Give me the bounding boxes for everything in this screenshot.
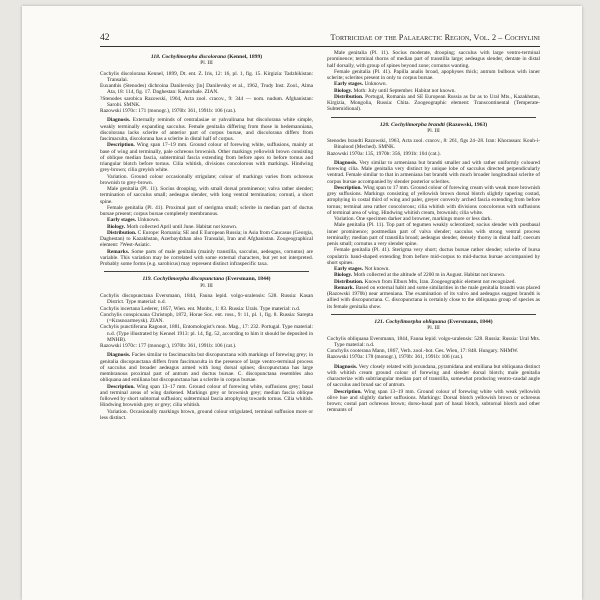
text-paragraph: [100, 409, 313, 422]
species-epithet: obliquana: [422, 318, 447, 325]
synonym-entry: Razowski 1970c: 177 (monogr.), 1970b: 361, 1991b: 106 (cat.).: [100, 343, 237, 350]
species-author: (Eversmann, 1844): [447, 318, 493, 325]
synonym-entry: Cochylis obliquana Eversmann, 1844, Fauna lepid. volgo-uralensis: 528. Russia: Russia: Ural Mts. Type material: n.d.: [327, 335, 540, 348]
text-paragraph: [327, 94, 540, 113]
species-genus: 121. Cochylimorpha: [374, 318, 422, 325]
synonym-entry: Razowski 1970a: 178 (monogr.), 1970b: 361, 1991b: 106 (cat.).: [327, 354, 464, 361]
synonym-entry: Cochylis discolorana Kennel, 1899, Dt. ent. Z. Iris, 12: 16, pl. 1, fig. 15. Kirgizia: Tadzhikistan: Transalai.: [100, 70, 313, 83]
paragraph-label: Distribution.: [334, 93, 364, 100]
paragraph-text: Female genitalia (Pl. 41). Papilla analis broad, apophyses thick; antrum bulbous with inner sclerite; sclerites present in only to corpus bursae.: [327, 68, 540, 81]
paragraph-label: Diagnosis.: [334, 159, 358, 166]
paragraph-text: Female genitalia (Pl. 41). Proximal part of sterigma small; sclerite in median part of ductus bursae present; corpus bursae completely membranous.: [100, 204, 313, 218]
text-paragraph: [327, 160, 540, 185]
synonym-entry: Euxanthis (Stenodes) dichroina Danilevsky [in] Danilevsky et al., 1962, Trudy Inst. Zool., Alma Ata, 18: 114, fig. 17. Daghestan: Kantorhale. ZIAN.: [100, 83, 313, 96]
paragraph-text: Very closely related with jucundana, pyramidana and emiliana but obliquana distinct with whitish cream ground colour of forewing and slender dorsal blotch; male genitalia characterize with subtriangular median part of transtilla, somewhat producing ventro-caudal angle of sacculus and broad sac of antrum.: [327, 363, 540, 389]
paragraph-text: Wing span 13–17 mm. Ground colour of forewing white, suffusions grey; basal and terminal areas of wing darkened. Markings grey or brownish grey; median fascia oblique followed by short subtornal suffusion; subterminal fascia atrophying towards tornus. Cilia whitish. Hindwing brownish grey or grey; cilia whitish.: [100, 383, 313, 409]
text-paragraph: [100, 249, 313, 268]
paragraph-text: Not known.: [364, 266, 390, 273]
paragraph-text: Male genitalia (Pl. 11). Socius drooping, with small dorsal prominence; valva rather slender; termination of sacculus small; aedeagus slender, with long ventral termination; cornuti, a short spine.: [100, 186, 313, 205]
page-number: 42: [100, 33, 110, 43]
paragraph-label: Description.: [107, 383, 135, 390]
paragraph-text: Male genitalia (Pl. 11). Socius moderate, drooping; sacculus with large ventro-terminal prominence; terminal thorns of median part of transtilla large; aedeagus slender, dentate in distal half dorsally, with group of spines beyond zone; cornutus wanting.: [327, 50, 540, 69]
text-paragraph: [327, 389, 540, 414]
paragraph-text: Externally reminds of centralasiae or yahvalinana but discolorana white simple, weakly terminally expanding sacculus. Female genitalia differing from those in hedemanniana, discolorana lacks sclerite of anterior part of corpus bursae, and discolorana differs from fascimaculta, discolorana has a sclerite in distal half of corpus.: [100, 117, 313, 143]
synonym-entry: ?Stenodes sarobica Razowski, 1964, Acta zool. cracov., 9: 344 — nom. nudum. Afghanistan: Sarobi. SMNK.: [100, 95, 313, 108]
species-genus: 119. Cochylimorpha: [142, 276, 190, 283]
paragraph-label: Distribution.: [334, 278, 364, 285]
species-genus: 118. Cochylimorpha: [150, 54, 198, 60]
plate-reference: Pl. III: [200, 60, 213, 67]
synonym-entry: Cochylis discopunctana Eversmann, 1844, Fauna lepid. volgo-uralensis: 528. Russia: Kasan District. Type material: n.d.: [100, 293, 313, 306]
paragraph-text: Known from Elburs Mts, Iran. Zoogeographic element not recognized.: [364, 278, 516, 285]
synonym-entry: Razowski 1970c: 171 (monogr.), 1970b: 361, 1991b: 106 (cat.).: [100, 108, 237, 115]
paragraph-text: Moth collected April until June. Habitat not known.: [126, 223, 238, 230]
paragraph-text: Unknown.: [364, 81, 387, 88]
paragraph-text: Wing span 17–19 mm. Ground colour of forewing white, suffusions, mainly at base of wing and terminally, pale ochreous brownish. Other markings yellowish brown consisting of oblique median fascia, subterminal fascia extending from before apex to before tornus and triangular blotch before tornus. Cilia whitish, divisions concolorous with markings. Hindwing grey-brown; cilia greyish white.: [100, 142, 313, 174]
text-paragraph: [100, 352, 313, 383]
text-paragraph: [327, 50, 540, 69]
paragraph-text: Moth: July until September. Habitat not known.: [353, 87, 456, 94]
text-paragraph: [100, 174, 313, 187]
paragraph-text: C Europe: Romania; SE and E European Russia; in Asia from Caucasus (Georgia, Daghestan) to Kazakhstan, Azerbaydzhan also Transalai, Iran and Afghanistan. Zoogeographical element: ?West-Asiatic.: [100, 229, 313, 249]
paragraph-text: Portugal, Romania and SE European Russia as far as to Ural Mts., Kazakhstan, Kirgizia, Mongolia, Russia: Chita. Zoogeographic element: Transcontinental (Temperate-Subtemidional).: [327, 93, 540, 113]
paragraph-label: Early stages.: [107, 217, 137, 224]
species-author: (Kennel, 1899): [227, 54, 263, 60]
plate-reference: Pl. III: [427, 325, 440, 332]
right-column: [327, 50, 540, 596]
paragraph-text: Unknown.: [137, 217, 160, 224]
text-paragraph: [100, 384, 313, 409]
text-paragraph: [100, 117, 313, 142]
paragraph-label: Remarks.: [107, 248, 130, 255]
species-author: (Eversmann, 1844): [225, 276, 271, 283]
paragraph-text: Wing span 13–19 mm. Ground colour of forewing white with weak yellowish olive hue and slightly darker suffusions. Markings: Dorsal blotch yellowish brown or ochreous brown; costal part ochreous brown; dorso-basal part of basal blotch, subtornal blotch and other remnants of: [327, 388, 540, 414]
synonym-entry: Stenodes brandti Razowski, 1963, Acta zool. cracov., 8: 261, figs 24–28. Iran: Khorassan: Kouh-i-Binalood (Meched). SMNK.: [327, 138, 540, 151]
header-rule: [100, 46, 540, 47]
paragraph-label: Biology.: [107, 223, 126, 230]
text-paragraph: [100, 230, 313, 249]
species-epithet: brandti: [428, 121, 445, 128]
text-paragraph: [100, 142, 313, 173]
synonym-entry: Cochylis incertana Lederer, 1857, Wien. ent. Monbr., 1: 83. Russia: Urals. Type material: n.d.: [100, 305, 301, 312]
plate-reference: Pl. III: [200, 282, 213, 289]
paragraph-label: Diagnosis.: [107, 117, 131, 124]
book-page: [22, 6, 582, 600]
text-paragraph: [327, 364, 540, 389]
section-divider: [331, 117, 536, 118]
paragraph-label: Remark.: [334, 284, 355, 291]
page-header: [100, 32, 540, 44]
synonym-entry: Conchylis conspicuana Christoph, 1872, Horae Soc. ent. ross., 9: 11, pl. 1, fig. 8. Russia: Sarepta (=Krasnoarmeysk). ZIAN.: [100, 311, 313, 325]
paragraph-text: Based on external habit and some similarities in the male genitalia brandti was placed (Razowski 1970b) near armeniana. The examination of its valvo and aedeagus suggest brandti is allied with discopunctana. C. discopunctana is certainly close to the obliquana group of species as its female genitalia show.: [327, 284, 540, 310]
paragraph-label: Diagnosis.: [107, 352, 131, 359]
paragraph-label: Description.: [334, 184, 362, 191]
paragraph-label: Biology.: [334, 87, 353, 94]
paragraph-text: Moth collected at the altitude of 2200 m in August. Habitat not known.: [353, 272, 506, 279]
plate-reference: Pl. III: [427, 127, 440, 134]
section-divider: [104, 271, 309, 272]
text-paragraph: [100, 186, 313, 205]
paragraph-text: Female genitalia (Pl. 41). Sterigma very short; ductus bursae rather slender; sclerite of bursa copulatrix band-shaped extending from before mid-corpus to mid-ductus bursae accompanied by short spines.: [327, 247, 540, 266]
synonym-entry: Razowski 1970a: 135, 1970b: 356, 1991b: 104 (cat.).: [327, 150, 441, 157]
species-epithet: discopunctana: [190, 276, 225, 283]
paragraph-text: Very similar to armeniana but brandti smaller and with rather uniformly coloured forewing cilia. Male genitalia very distinct by unique lobe of sacculus directed perpendicularly ventrad. Female similar to that in armeniana but brandti with much broader longitudinal sclerite of corpus bursae accompanied by slender posterior sclerites.: [327, 159, 540, 185]
paragraph-label: Description.: [107, 142, 135, 149]
paragraph-label: Early stages.: [334, 81, 364, 88]
paragraph-text: Male genitalia (Pl. 11). Top part of tegumen weakly sclerotized; socius slender with postbasal inner prominence; postmedian part of valva slender; sacculus with strong ventral process terminally; median part of transtilla broad; aedeagus slender, densely thorny in distal half; coecum penis small; cornutus a very slender spine.: [327, 222, 540, 248]
synonym-entry: Cochylis punctiferana Ragonot, 1881, Entomologist's mon. Mag., 17: 232. Portugal. Type material: n.d. (Type illustrated by Kennel 1913: pl. 14, fig. 52, according to him it should be deposited in MNHB).: [100, 324, 313, 343]
species-epithet: discolorana: [198, 54, 226, 60]
text-paragraph: [327, 285, 540, 310]
paragraph-text: Wing span to 17 mm. Ground colour of forewing cream with weak more brownish grey suffusions. Markings consisting of yellowish brown dorsal blotch slightly tapering costad, atrophying in costal third of wing and paler, greyer convexly arched fascia extending from before tornus; terminal area rather concolorous; cilia whitish with divisions concolorous with suffusions of terminal area of wing. Hindwing whitish cream, brownish; cilia white.: [327, 184, 540, 216]
paragraph-label: Biology.: [334, 272, 353, 279]
text-paragraph: [327, 69, 540, 82]
running-title: Tortricidae of the Palaearctic Region, Vol. 2 – Cochylini: [330, 33, 540, 42]
text-paragraph: [327, 222, 540, 247]
paragraph-text: Facies similar to fascimaculta but discopunctana with markings of forewing grey; in genitalia discopunctana differs from fascimaculta in the presence of large ventro-terminal process of sacculus and broader aedeagus armed with long dorsal spines; discopunctana has large membranous proximal part of antrum and ductus bursae. C. discopunctana resembles also obliquana and emiliana but discopunctana has a sclerite in corpus bursae.: [100, 352, 313, 384]
paragraph-label: Diagnosis.: [334, 363, 358, 370]
paragraph-text: Variation. One specimen darker and browner, markings more or less dark.: [334, 216, 492, 223]
paragraph-text: Variation. Ground colour occasionally strigulate; colour of markings varies from ochreous brownish to grey-brown.: [100, 173, 313, 186]
synonym-entry: Conchylis cooterana Mann, 1867, Verh. zool.-bot. Ges. Wien, 17: 848. Hungary. NHMW.: [327, 348, 519, 355]
paragraph-label: Early stages.: [334, 266, 364, 273]
left-column: [100, 50, 313, 596]
species-author: (Razowski, 1963): [446, 121, 488, 128]
paragraph-text: Variation. Occasionally markings brown, ground colour strigulated, terminal suffusion more or less distinct.: [100, 408, 313, 421]
text-paragraph: [100, 205, 313, 218]
paragraph-label: Description.: [334, 388, 362, 395]
text-paragraph: [327, 247, 540, 266]
section-divider: [331, 314, 536, 315]
paragraph-label: Distribution.: [107, 229, 137, 236]
paragraph-text: Some parts of male genitalia (mainly transtilla, sacculus, aedeagus, cornutus) are variable. This variation may be correlated with some external characters, but yet not interpreted. Probably some forms (e.g. sarobicus) may represent distinct infraspecific taxa.: [100, 248, 313, 268]
text-paragraph: [327, 185, 540, 216]
species-genus: 120. Cochylimorpha: [379, 121, 427, 128]
